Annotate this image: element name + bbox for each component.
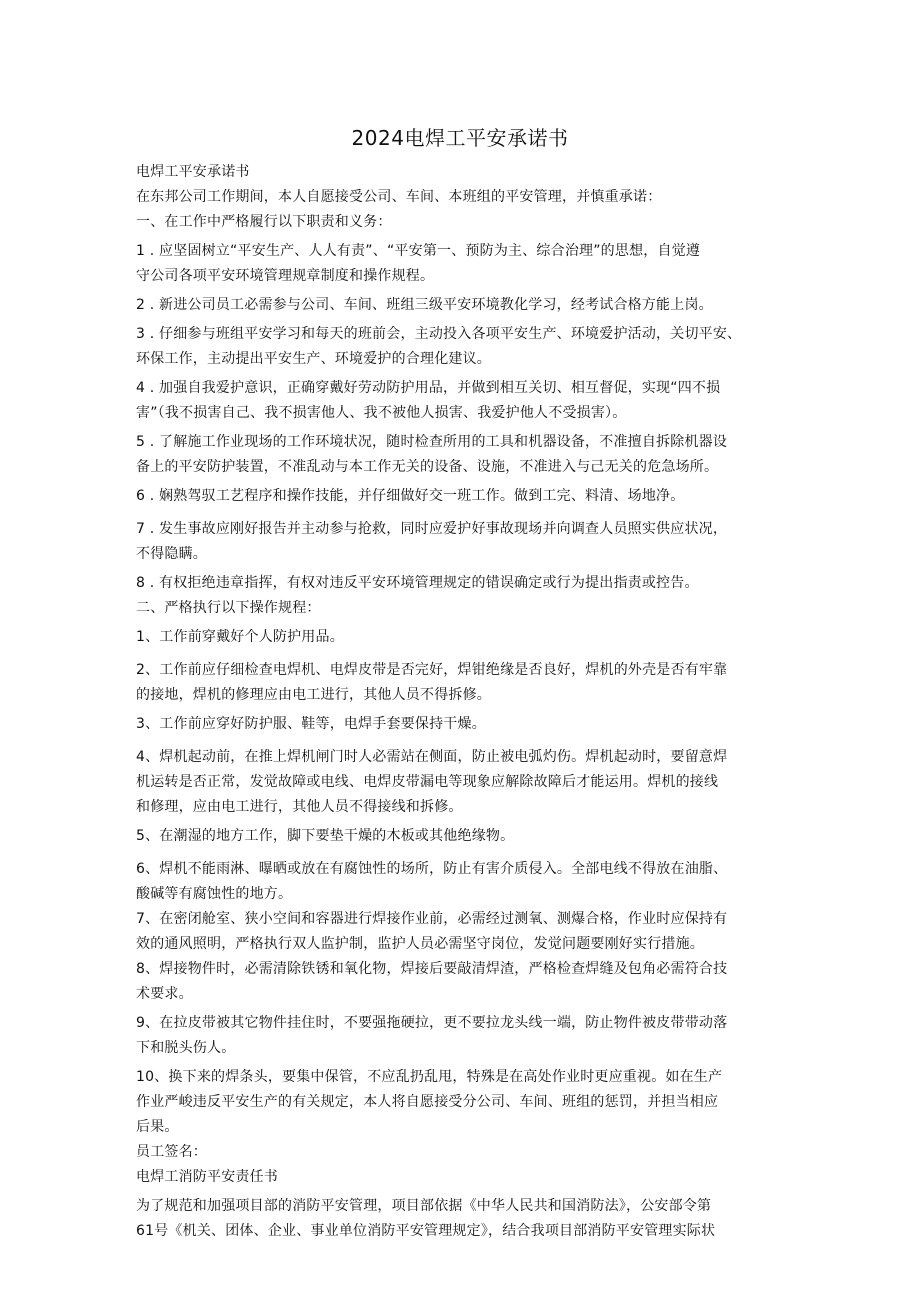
text-line: 1 . 应坚固树立“平安生产、人人有责”、“平安第一、预防为主、综合治理”的思想，自觉遵 (136, 243, 701, 259)
text-line: 8、焊接物件时，必需清除铁锈和氧化物，焊接后要敲清焊渣，严格检查焊缝及包角必需符合技 (136, 961, 728, 977)
text-line: 效的通风照明，严格执行双人监护制，监护人员必需坚守岗位，发觉问题要刚好实行措施。 (136, 936, 704, 952)
text-line: 害”（我不损害自己、我不损害他人、我不被他人损害、我爱护他人不受损害）。 (136, 405, 627, 421)
text-line: 3、工作前应穿好防护服、鞋等，电焊手套要保持干燥。 (136, 716, 486, 732)
text-line: 6、焊机不能雨淋、曝晒或放在有腐蚀性的场所，防止有害介质侵入。全部电线不得放在油脂、 (136, 861, 728, 877)
text-line: 在东邦公司工作期间，本人自愿接受公司、车间、本班组的平安管理，并慎重承诺： (136, 189, 662, 205)
text-line: 为了规范和加强项目部的消防平安管理，项目部依据《中华人民共和国消防法》，公安部令第 (136, 1198, 712, 1214)
text-line: 3 . 仔细参与班组平安学习和每天的班前会，主动投入各项平安生产、环境爱护活动，关切平安、 (136, 326, 742, 342)
text-line: 备上的平安防护装置，不准乱动与本工作无关的设备、设施，不准进入与己无关的危急场所。 (136, 459, 719, 475)
text-line: 酸碱等有腐蚀性的地方。 (136, 886, 293, 902)
text-line: 下和脱头伤人。 (136, 1040, 236, 1056)
text-line: 一、在工作中严格履行以下职责和义务： (136, 214, 392, 230)
text-line: 术要求。 (136, 986, 193, 1002)
text-line: 机运转是否正常，发觉故障或电线、电焊皮带漏电等现象应解除故障后才能运用。焊机的接线 (136, 774, 719, 790)
text-line: 4 . 加强自我爱护意识，正确穿戴好劳动防护用品，并做到相互关切、相互督促，实现“四不损 (136, 380, 721, 396)
text-line: 7 . 发生事故应刚好报告并主动参与抢救，同时应爱护好事故现场并向调查人员照实供应状况， (136, 521, 728, 537)
text-line: 员工签名： (136, 1144, 207, 1160)
text-line: 7、在密闭舱室、狭小空间和容器进行焊接作业前，必需经过测氧、测爆合格，作业时应保持有 (136, 911, 728, 927)
text-line: 5 . 了解施工作业现场的工作环境状况，随时检查所用的工具和机器设备，不准擅自拆除机器设 (136, 434, 728, 450)
text-line: 1、工作前穿戴好个人防护用品。 (136, 629, 344, 645)
text-line: 2 . 新进公司员工必需参与公司、车间、班组三级平安环境教化学习，经考试合格方能上岗。 (136, 297, 713, 313)
text-line: 9、在拉皮带被其它物件挂住时，不要强拖硬拉，更不要拉龙头线一端，防止物件被皮带带动落 (136, 1015, 728, 1031)
text-line: 作业严峻违反平安生产的有关规定，本人将自愿接受分公司、车间、班组的惩罚，并担当相应 (136, 1094, 719, 1110)
text-line: 6 . 娴熟驾驭工艺程序和操作技能，并仔细做好交一班工作。做到工完、料清、场地净。 (136, 488, 685, 504)
text-line: 4、焊机起动前，在推上焊机闸门时人必需站在侧面，防止被电弧灼伤。焊机起动时，要留意焊 (136, 749, 728, 765)
text-line: 10、换下来的焊条头，要集中保管，不应乱扔乱甩，特殊是在高处作业时更应重视。如在生产 (136, 1069, 723, 1085)
text-line: 和修理，应由电工进行，其他人员不得接线和拆修。 (136, 799, 463, 815)
text-line: 的接地，焊机的修理应由电工进行，其他人员不得拆修。 (136, 687, 491, 703)
text-line: 守公司各项平安环境管理规章制度和操作规程。 (136, 268, 435, 284)
document-body (136, 160, 786, 1244)
text-line: 不得隐瞒。 (136, 546, 207, 562)
text-line: 环保工作，主动提出平安生产、环境爱护的合理化建议。 (136, 351, 491, 367)
document-title: 2024电焊工平安承诺书 (351, 126, 569, 150)
text-line: 二、严格执行以下操作规程： (136, 600, 321, 616)
text-line: 8 . 有权拒绝违章指挥，有权对违反平安环境管理规定的错误确定或行为提出指责或控告。 (136, 575, 699, 591)
text-line: 后果。 (136, 1119, 179, 1135)
text-line: 电焊工平安承诺书 (136, 164, 250, 180)
text-line: 61号《机关、团体、企业、事业单位消防平安管理规定》，结合我项目部消防平安管理实际状 (136, 1223, 716, 1239)
text-line: 5、在潮湿的地方工作，脚下要垫干燥的木板或其他绝缘物。 (136, 828, 515, 844)
text-line: 电焊工消防平安责任书 (136, 1169, 278, 1185)
text-line: 2、工作前应仔细检查电焊机、电焊皮带是否完好，焊钳绝缘是否良好，焊机的外壳是否有牢靠 (136, 662, 728, 678)
